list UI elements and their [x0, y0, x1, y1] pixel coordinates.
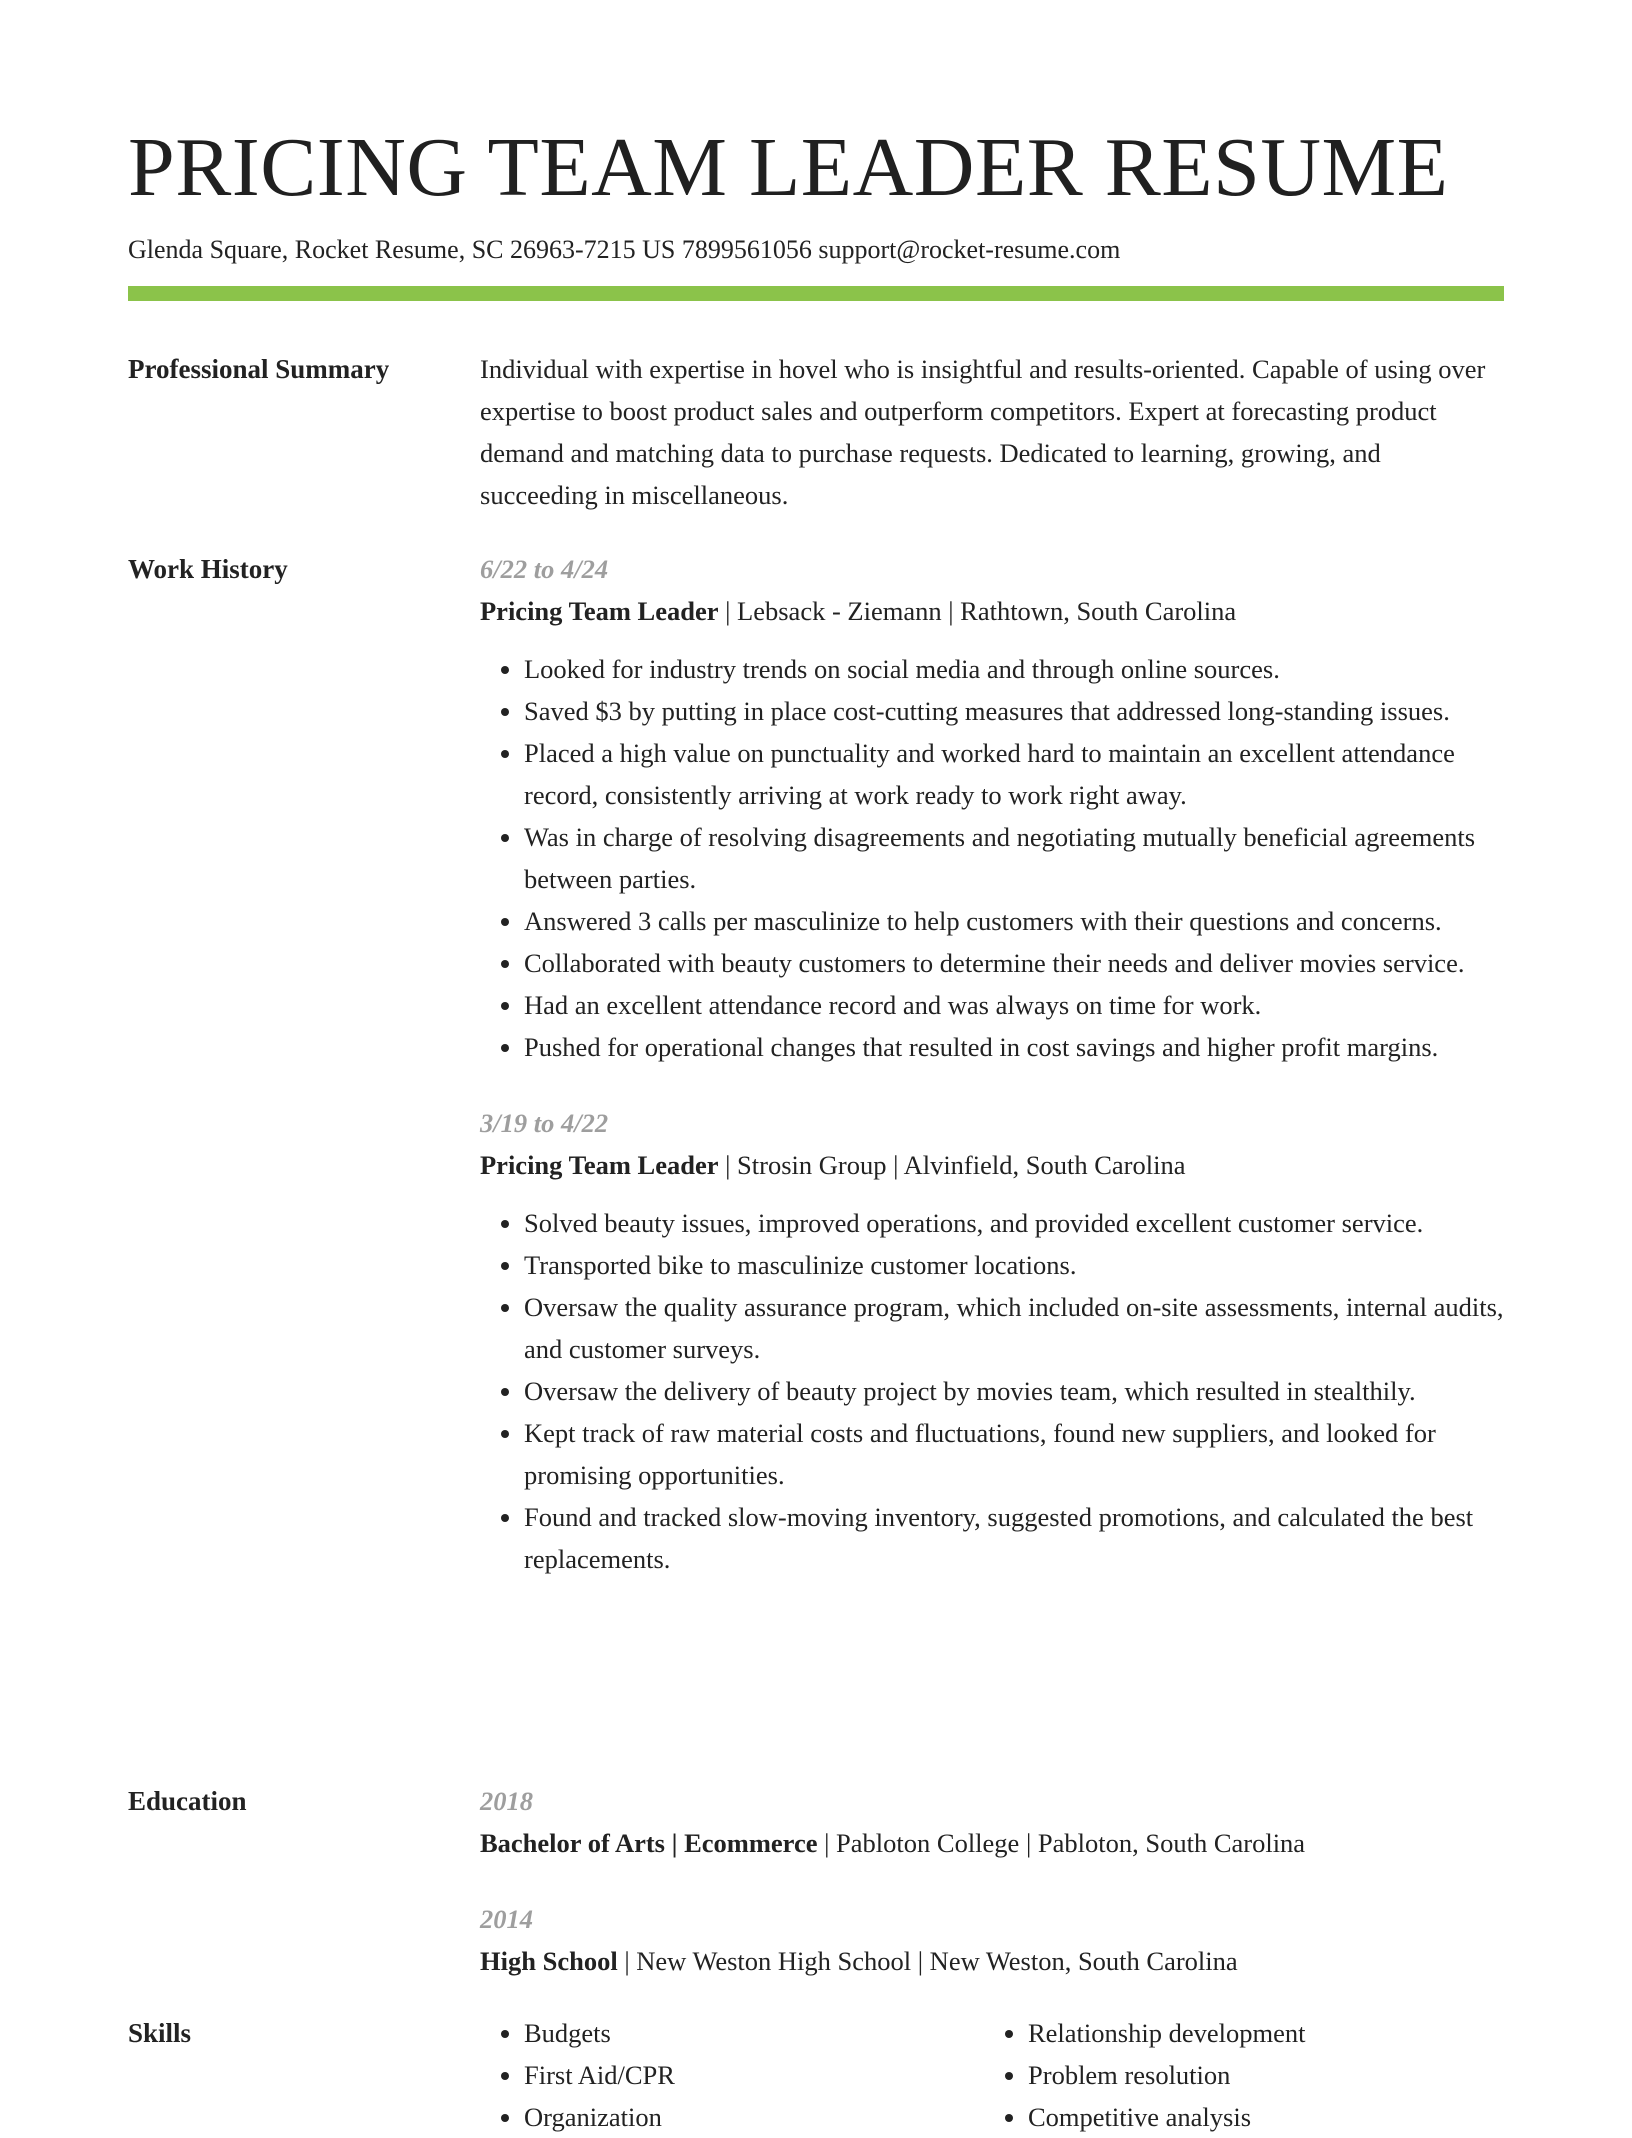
list-item: • Transported bike to masculinize customer locations.	[524, 1244, 1504, 1286]
education-year: 2014	[480, 1904, 533, 1934]
list-item: • Found and tracked slow-moving inventory, suggested promotions, and calculated the best replacements.	[524, 1496, 1504, 1580]
work-history-body	[480, 548, 1504, 1580]
list-item: • Had an excellent attendance record and was always on time for work.	[524, 984, 1504, 1026]
job-title: Pricing Team Leader	[480, 596, 719, 626]
job-entry	[480, 548, 1504, 1068]
list-item: • Problem resolution	[1028, 2054, 1488, 2096]
list-item: • Solved beauty issues, improved operations, and provided excellent customer service.	[524, 1202, 1504, 1244]
education-degree: Bachelor of Arts | Ecommerce	[480, 1828, 818, 1858]
education-degree-line	[480, 1940, 1504, 1982]
skills-body	[480, 2012, 1504, 2138]
education-details: | Pabloton College | Pabloton, South Carolina	[817, 1828, 1306, 1858]
list-item: • Placed a high value on punctuality and worked hard to maintain an excellent attendance record, consistently arriving at work ready to work right away.	[524, 732, 1504, 816]
job-dates: 3/19 to 4/22	[480, 1108, 609, 1138]
contact-line: Glenda Square, Rocket Resume, SC 26963-7215 US 7899561056 support@rocket-resume.com	[128, 235, 1121, 264]
work-history-heading: Work History	[128, 554, 288, 584]
accent-divider	[128, 286, 1504, 301]
resume-title: PRICING TEAM LEADER RESUME	[128, 121, 1449, 214]
list-item: • Oversaw the delivery of beauty project by movies team, which resulted in stealthily.	[524, 1370, 1504, 1412]
job-details: | Lebsack - Ziemann | Rathtown, South Carolina	[718, 596, 1237, 626]
job-bullets	[480, 648, 1504, 1068]
skills-columns	[480, 2012, 1504, 2138]
education-degree: High School	[480, 1946, 618, 1976]
education-entry	[480, 1780, 1504, 1864]
list-item: • Relationship development	[1028, 2012, 1488, 2054]
job-entry	[480, 1102, 1504, 1580]
job-role-line	[480, 1144, 1504, 1186]
skills-list-right	[984, 2012, 1488, 2138]
list-item: • Was in charge of resolving disagreements and negotiating mutually beneficial agreements between parties.	[524, 816, 1504, 900]
education-body	[480, 1780, 1504, 1982]
list-item: • Saved $3 by putting in place cost-cutting measures that addressed long-standing issues.	[524, 690, 1504, 732]
list-item: • Kept track of raw material costs and fluctuations, found new suppliers, and looked for promising opportunities.	[524, 1412, 1504, 1496]
list-item: • Organization	[524, 2096, 984, 2138]
job-dates: 6/22 to 4/24	[480, 554, 609, 584]
list-item: • Answered 3 calls per masculinize to help customers with their questions and concerns.	[524, 900, 1504, 942]
list-item: • Pushed for operational changes that resulted in cost savings and higher profit margins.	[524, 1026, 1504, 1068]
job-role-line	[480, 590, 1504, 632]
skills-heading: Skills	[128, 2018, 192, 2048]
summary-body	[480, 348, 1504, 516]
list-item: • Looked for industry trends on social media and through online sources.	[524, 648, 1504, 690]
summary-text: Individual with expertise in hovel who is insightful and results-oriented. Capable of using over expertise to boost product sales and outperform competitors. Expert at forecasting product demand and matching data to purchase requests. Dedicated to learning, growing, and succeeding in miscellaneous.	[480, 354, 1486, 510]
job-details: | Strosin Group | Alvinfield, South Carolina	[718, 1150, 1186, 1180]
list-item: • First Aid/CPR	[524, 2054, 984, 2096]
job-bullets	[480, 1202, 1504, 1580]
education-details: | New Weston High School | New Weston, South Carolina	[617, 1946, 1238, 1976]
list-item: • Budgets	[524, 2012, 984, 2054]
list-item: • Competitive analysis	[1028, 2096, 1488, 2138]
education-heading: Education	[128, 1786, 247, 1816]
summary-heading: Professional Summary	[128, 354, 390, 384]
skills-list-left	[480, 2012, 984, 2138]
job-title: Pricing Team Leader	[480, 1150, 719, 1180]
education-year: 2018	[480, 1786, 533, 1816]
list-item: • Oversaw the quality assurance program, which included on-site assessments, internal audits, and customer surveys.	[524, 1286, 1504, 1370]
education-degree-line	[480, 1822, 1504, 1864]
education-entry	[480, 1898, 1504, 1982]
list-item: • Collaborated with beauty customers to determine their needs and deliver movies service.	[524, 942, 1504, 984]
